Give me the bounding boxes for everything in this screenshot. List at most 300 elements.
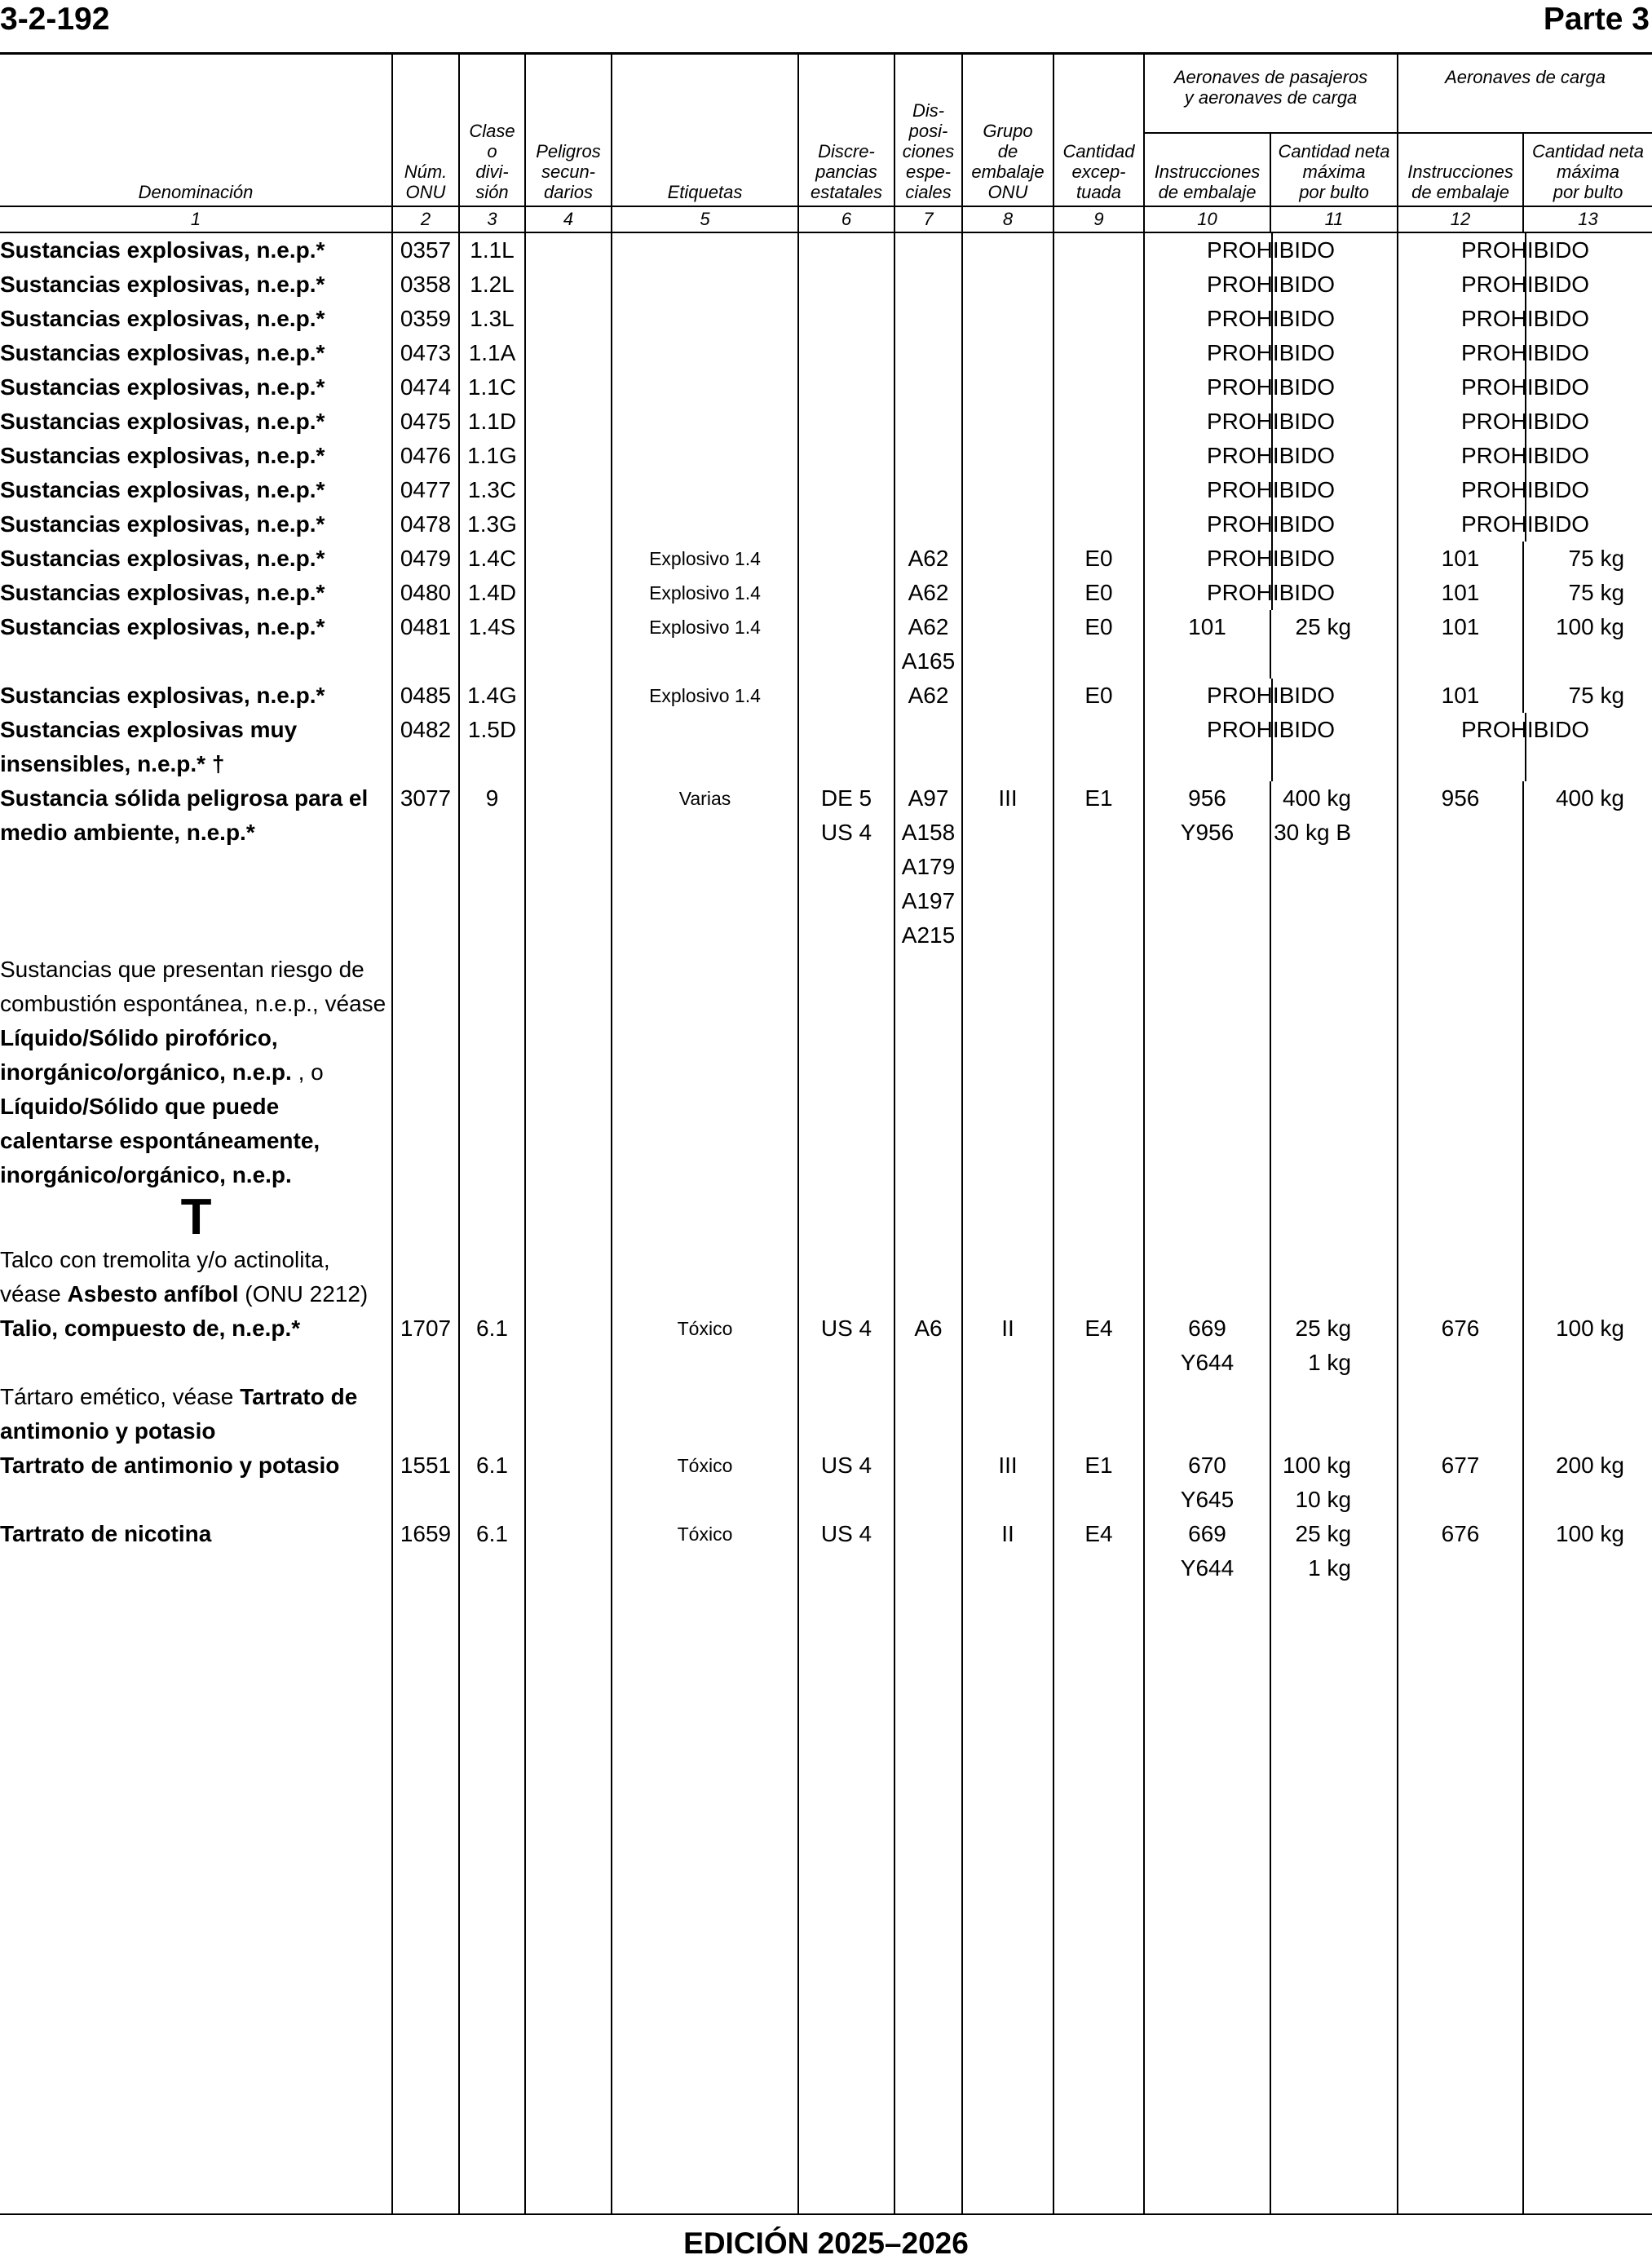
class-division: 1.1C bbox=[459, 370, 525, 405]
un-number: 3077 bbox=[392, 781, 459, 953]
header-line: por bulto bbox=[1299, 182, 1369, 202]
empty-cell bbox=[612, 1192, 798, 1243]
table-row bbox=[0, 439, 1652, 473]
special-provision-line: A6 bbox=[914, 1316, 943, 1341]
column-number-row bbox=[0, 206, 1652, 232]
excepted-quantity bbox=[1053, 713, 1144, 781]
special-provision-line: A62 bbox=[908, 614, 949, 639]
dangerous-goods-table bbox=[0, 54, 1652, 2213]
cross-reference: Asbesto anfíbol bbox=[67, 1281, 239, 1307]
packing-group bbox=[962, 336, 1053, 370]
column-divider bbox=[1271, 473, 1273, 507]
empty-cell bbox=[1398, 1243, 1523, 1311]
header-line: pancias bbox=[815, 161, 877, 182]
table-row bbox=[0, 542, 1652, 576]
empty-cell bbox=[1144, 1585, 1270, 2213]
empty-cell bbox=[459, 1380, 525, 1448]
packing-group bbox=[962, 370, 1053, 405]
column-number: 1 bbox=[0, 206, 392, 232]
empty-cell bbox=[392, 1192, 459, 1243]
empty-cell bbox=[459, 1243, 525, 1311]
cargo-prohibited bbox=[1398, 268, 1652, 302]
prohibited-text: PROHIBIDO bbox=[1206, 374, 1336, 400]
header-line: máxima bbox=[1557, 161, 1620, 182]
prohibited-text: PROHIBIDO bbox=[1460, 443, 1590, 468]
header-line: Dis- bbox=[912, 100, 945, 121]
section-letter-row bbox=[0, 1192, 1652, 1243]
empty-cell bbox=[392, 1585, 459, 2213]
column-divider bbox=[1525, 302, 1526, 336]
state-variation bbox=[798, 405, 894, 439]
un-number: 0480 bbox=[392, 576, 459, 610]
packing-group bbox=[962, 268, 1053, 302]
un-number: 0482 bbox=[392, 713, 459, 781]
excepted-quantity bbox=[1053, 336, 1144, 370]
un-number: 0477 bbox=[392, 473, 459, 507]
un-number: 0474 bbox=[392, 370, 459, 405]
cross-reference: Líquido/Sólido que puede calentarse espontáneamente, inorgánico/orgánico, n.e.p. bbox=[0, 1094, 320, 1187]
pass-quantity-line: 400 kg bbox=[1282, 785, 1352, 811]
special-provision bbox=[894, 781, 962, 953]
special-provision-line: A62 bbox=[908, 580, 949, 605]
pass-packing-instruction bbox=[1144, 1311, 1270, 1380]
un-number: 0481 bbox=[392, 610, 459, 679]
hazard-label bbox=[612, 336, 798, 370]
packing-group bbox=[962, 542, 1053, 576]
table-row bbox=[0, 473, 1652, 507]
class-division: 1.2L bbox=[459, 268, 525, 302]
header-line: embalaje bbox=[971, 161, 1045, 182]
empty-cell bbox=[1053, 1380, 1144, 1448]
note-text: Tártaro emético, véase Tartrato de antimonio y potasio bbox=[0, 1384, 358, 1444]
passenger-prohibited bbox=[1144, 336, 1398, 370]
cargo-prohibited bbox=[1398, 713, 1652, 781]
excepted-quantity bbox=[1053, 405, 1144, 439]
hazard-label: Tóxico bbox=[612, 1311, 798, 1380]
subsidiary-hazard bbox=[525, 1517, 612, 1585]
class-division: 1.1L bbox=[459, 232, 525, 268]
pass-packing-line: Y645 bbox=[1180, 1487, 1235, 1512]
hazard-label: Explosivo 1.4 bbox=[612, 610, 798, 679]
empty-cell bbox=[798, 1585, 894, 2213]
pass-packing-line: Y956 bbox=[1180, 820, 1235, 845]
column-divider bbox=[1525, 268, 1526, 302]
subsidiary-hazard bbox=[525, 439, 612, 473]
special-provision bbox=[894, 232, 962, 268]
state-variation bbox=[798, 1448, 894, 1517]
special-provision bbox=[894, 1517, 962, 1585]
packing-group bbox=[962, 713, 1053, 781]
cargo-max-quantity: 75 kg bbox=[1523, 576, 1652, 610]
special-provision bbox=[894, 576, 962, 610]
bottom-rule bbox=[0, 2213, 1652, 2215]
state-variation bbox=[798, 232, 894, 268]
packing-group bbox=[962, 473, 1053, 507]
pass-packing-line: Y644 bbox=[1180, 1555, 1235, 1581]
header-line: excep- bbox=[1071, 161, 1126, 182]
page-number: 3-2-192 bbox=[0, 2, 110, 37]
hazard-label: Varias bbox=[612, 781, 798, 953]
subsidiary-hazard bbox=[525, 542, 612, 576]
empty-cell bbox=[1144, 1243, 1270, 1311]
packing-group bbox=[962, 679, 1053, 713]
pass-quantity-line: 25 kg bbox=[1295, 614, 1352, 639]
column-number: 11 bbox=[1270, 206, 1398, 232]
header-line: Instrucciones bbox=[1407, 161, 1513, 182]
un-number: 0359 bbox=[392, 302, 459, 336]
entry-name: Sustancias explosivas, n.e.p.* bbox=[0, 477, 325, 502]
excepted-quantity bbox=[1053, 439, 1144, 473]
cargo-max-quantity: 75 kg bbox=[1523, 679, 1652, 713]
entry-name: Sustancias explosivas, n.e.p.* bbox=[0, 237, 325, 263]
pass-quantity-line: 25 kg bbox=[1295, 1521, 1352, 1546]
special-provision-line: A179 bbox=[901, 854, 956, 879]
subsidiary-hazard bbox=[525, 336, 612, 370]
header-line: secun- bbox=[541, 161, 596, 182]
empty-cell bbox=[894, 1243, 962, 1311]
header-line: tuada bbox=[1076, 182, 1122, 202]
hazard-label bbox=[612, 302, 798, 336]
pass-packing-line: 101 bbox=[1188, 614, 1226, 639]
un-number: 0473 bbox=[392, 336, 459, 370]
prohibited-text: PROHIBIDO bbox=[1460, 511, 1590, 537]
column-number: 3 bbox=[459, 206, 525, 232]
class-division: 1.4G bbox=[459, 679, 525, 713]
packing-group bbox=[962, 576, 1053, 610]
special-provision bbox=[894, 610, 962, 679]
un-number: 0479 bbox=[392, 542, 459, 576]
un-number: 0476 bbox=[392, 439, 459, 473]
header-line: Cantidad neta bbox=[1532, 141, 1645, 161]
passenger-prohibited bbox=[1144, 473, 1398, 507]
empty-cell bbox=[459, 1585, 525, 2213]
empty-cell bbox=[962, 1192, 1053, 1243]
passenger-prohibited bbox=[1144, 507, 1398, 542]
prohibited-text: PROHIBIDO bbox=[1460, 717, 1590, 742]
column-divider bbox=[1271, 336, 1273, 370]
table-row bbox=[0, 713, 1652, 781]
state-variation bbox=[798, 713, 894, 781]
empty-cell bbox=[392, 1380, 459, 1448]
packing-group bbox=[962, 439, 1053, 473]
empty-cell bbox=[525, 1192, 612, 1243]
column-divider bbox=[1271, 713, 1273, 781]
column-divider bbox=[1271, 576, 1273, 610]
column-number: 5 bbox=[612, 206, 798, 232]
column-divider bbox=[1271, 302, 1273, 336]
special-provision bbox=[894, 1311, 962, 1380]
cargo-max-quantity: 400 kg bbox=[1523, 781, 1652, 953]
excepted-quantity: E0 bbox=[1053, 542, 1144, 576]
header-line: posi- bbox=[908, 121, 948, 141]
cargo-max-quantity: 100 kg bbox=[1523, 1311, 1652, 1380]
prohibited-text: PROHIBIDO bbox=[1460, 237, 1590, 263]
table-body bbox=[0, 232, 1652, 2213]
column-divider bbox=[1525, 233, 1526, 268]
header-packing-group bbox=[962, 54, 1053, 206]
empty-cell bbox=[1270, 953, 1398, 1192]
state-variation-line: US 4 bbox=[820, 1521, 872, 1546]
prohibited-text: PROHIBIDO bbox=[1460, 374, 1590, 400]
column-number: 13 bbox=[1523, 206, 1652, 232]
un-number: 1551 bbox=[392, 1448, 459, 1517]
state-variation-line: US 4 bbox=[820, 820, 872, 845]
pass-packing-line: Y644 bbox=[1180, 1350, 1235, 1375]
pass-max-quantity bbox=[1270, 1448, 1398, 1517]
header-line: Núm. bbox=[404, 161, 448, 182]
pass-quantity-line: 10 kg bbox=[1295, 1487, 1352, 1512]
table-row bbox=[0, 405, 1652, 439]
subsidiary-hazard bbox=[525, 576, 612, 610]
column-divider bbox=[1271, 439, 1273, 473]
entry-name: Talio, compuesto de, n.e.p.* bbox=[0, 1316, 301, 1341]
header-line: ONU bbox=[987, 182, 1028, 202]
entry-name: Sustancias explosivas, n.e.p.* bbox=[0, 580, 325, 605]
empty-cell bbox=[459, 1192, 525, 1243]
empty-cell bbox=[1398, 1380, 1523, 1448]
pass-quantity-line: 30 kg B bbox=[1274, 820, 1352, 845]
header-pass-packing-instructions bbox=[1144, 133, 1270, 206]
state-variation bbox=[798, 507, 894, 542]
header-line: Discre- bbox=[818, 141, 875, 161]
table-row bbox=[0, 268, 1652, 302]
empty-cell bbox=[612, 953, 798, 1192]
pass-packing-line: 956 bbox=[1188, 785, 1226, 811]
special-provision-line: A158 bbox=[901, 820, 956, 845]
passenger-prohibited bbox=[1144, 232, 1398, 268]
class-division: 1.5D bbox=[459, 713, 525, 781]
entry-name: Sustancia sólida peligrosa para el medio ambiente, n.e.p.* bbox=[0, 785, 369, 845]
empty-cell bbox=[894, 1380, 962, 1448]
class-division: 1.1G bbox=[459, 439, 525, 473]
special-provision bbox=[894, 268, 962, 302]
cargo-prohibited bbox=[1398, 302, 1652, 336]
excepted-quantity bbox=[1053, 268, 1144, 302]
cargo-prohibited bbox=[1398, 232, 1652, 268]
special-provision-line: A62 bbox=[908, 683, 949, 708]
excepted-quantity bbox=[1053, 232, 1144, 268]
header-line: divi- bbox=[475, 161, 509, 182]
header-line: máxima bbox=[1302, 161, 1366, 182]
empty-cell bbox=[1523, 1585, 1652, 2213]
prohibited-text: PROHIBIDO bbox=[1206, 717, 1336, 742]
column-number: 9 bbox=[1053, 206, 1144, 232]
un-number: 1707 bbox=[392, 1311, 459, 1380]
cargo-packing-instruction: 101 bbox=[1398, 679, 1523, 713]
column-number: 10 bbox=[1144, 206, 1270, 232]
header-denominacion: Denominación bbox=[138, 182, 254, 202]
cross-reference: Tartrato de antimonio y potasio bbox=[0, 1384, 358, 1444]
header-class bbox=[459, 54, 525, 206]
table-row bbox=[0, 1448, 1652, 1517]
header-subsidiary-hazards bbox=[525, 54, 612, 206]
table-row bbox=[0, 507, 1652, 542]
column-number: 7 bbox=[894, 206, 962, 232]
column-divider bbox=[1271, 370, 1273, 405]
empty-cell bbox=[1398, 953, 1523, 1192]
pass-packing-instruction bbox=[1144, 781, 1270, 953]
entry-name: Sustancias explosivas, n.e.p.* bbox=[0, 306, 325, 331]
empty-cell bbox=[894, 1585, 962, 2213]
note-text: Talco con tremolita y/o actinolita, véase Asbesto anfíbol (ONU 2212) bbox=[0, 1247, 369, 1307]
excepted-quantity: E0 bbox=[1053, 610, 1144, 679]
empty-cell bbox=[525, 1243, 612, 1311]
special-provision bbox=[894, 302, 962, 336]
prohibited-text: PROHIBIDO bbox=[1206, 409, 1336, 434]
header-line: Aeronaves de pasajeros bbox=[1173, 67, 1368, 87]
header-line: ciones bbox=[902, 141, 955, 161]
column-number: 2 bbox=[392, 206, 459, 232]
empty-cell bbox=[612, 1243, 798, 1311]
class-division: 1.1A bbox=[459, 336, 525, 370]
see-also-talc bbox=[0, 1243, 1652, 1311]
subsidiary-hazard bbox=[525, 370, 612, 405]
header-line: Peligros bbox=[536, 141, 601, 161]
prohibited-text: PROHIBIDO bbox=[1206, 477, 1336, 502]
column-divider bbox=[1271, 542, 1273, 576]
entry-name: Sustancias explosivas, n.e.p.* bbox=[0, 272, 325, 297]
column-divider bbox=[1525, 405, 1526, 439]
table-row bbox=[0, 781, 1652, 953]
entry-name: Sustancias explosivas, n.e.p.* bbox=[0, 614, 325, 639]
class-division: 1.1D bbox=[459, 405, 525, 439]
state-variation bbox=[798, 542, 894, 576]
subsidiary-hazard bbox=[525, 232, 612, 268]
passenger-prohibited bbox=[1144, 370, 1398, 405]
packing-group: II bbox=[962, 1517, 1053, 1585]
special-provision-line: A97 bbox=[908, 785, 949, 811]
table-row bbox=[0, 1517, 1652, 1585]
entry-name: Sustancias explosivas, n.e.p.* bbox=[0, 340, 325, 365]
hazard-label: Tóxico bbox=[612, 1448, 798, 1517]
excepted-quantity: E4 bbox=[1053, 1311, 1144, 1380]
column-divider bbox=[1271, 679, 1273, 713]
table-row bbox=[0, 1311, 1652, 1380]
table-row bbox=[0, 232, 1652, 268]
class-division: 9 bbox=[459, 781, 525, 953]
special-provision-line: A197 bbox=[901, 888, 956, 913]
cargo-prohibited bbox=[1398, 336, 1652, 370]
header-labels: Etiquetas bbox=[612, 54, 798, 206]
empty-cell bbox=[1523, 1380, 1652, 1448]
empty-cell bbox=[525, 1380, 612, 1448]
empty-cell bbox=[1523, 953, 1652, 1192]
packing-group bbox=[962, 232, 1053, 268]
empty-cell bbox=[1270, 1380, 1398, 1448]
entry-name: Sustancias explosivas, n.e.p.* bbox=[0, 683, 325, 708]
packing-group bbox=[962, 507, 1053, 542]
cargo-max-quantity: 75 kg bbox=[1523, 542, 1652, 576]
column-number: 12 bbox=[1398, 206, 1523, 232]
passenger-prohibited bbox=[1144, 542, 1398, 576]
state-variation-line: US 4 bbox=[820, 1453, 872, 1478]
note-text bbox=[0, 1189, 392, 1245]
pass-packing-instruction bbox=[1144, 610, 1270, 679]
passenger-prohibited bbox=[1144, 576, 1398, 610]
column-divider bbox=[1525, 336, 1526, 370]
cargo-max-quantity: 200 kg bbox=[1523, 1448, 1652, 1517]
entry-name: Sustancias explosivas, n.e.p.* bbox=[0, 443, 325, 468]
empty-cell bbox=[894, 953, 962, 1192]
header-excepted-quantity bbox=[1053, 54, 1144, 206]
subsidiary-hazard bbox=[525, 713, 612, 781]
empty-cell bbox=[1144, 953, 1270, 1192]
header-line: darios bbox=[544, 182, 593, 202]
state-variation bbox=[798, 268, 894, 302]
hazard-label bbox=[612, 473, 798, 507]
hazard-label bbox=[612, 370, 798, 405]
state-variation bbox=[798, 370, 894, 405]
section-letter: T bbox=[180, 1189, 212, 1245]
excepted-quantity: E0 bbox=[1053, 576, 1144, 610]
table-row bbox=[0, 370, 1652, 405]
class-division: 6.1 bbox=[459, 1517, 525, 1585]
entry-name: Sustancias explosivas, n.e.p.* bbox=[0, 374, 325, 400]
empty-cell bbox=[459, 953, 525, 1192]
header-line: de bbox=[997, 141, 1018, 161]
header-line: Cantidad bbox=[1062, 141, 1135, 161]
subsidiary-hazard bbox=[525, 405, 612, 439]
header-line: por bulto bbox=[1553, 182, 1623, 202]
empty-cell bbox=[798, 1243, 894, 1311]
cargo-prohibited bbox=[1398, 370, 1652, 405]
empty-cell bbox=[1053, 1585, 1144, 2213]
pass-packing-line: 669 bbox=[1188, 1316, 1226, 1341]
class-division: 1.3C bbox=[459, 473, 525, 507]
packing-group: III bbox=[962, 781, 1053, 953]
header-line: o bbox=[487, 141, 497, 161]
cargo-packing-instruction: 676 bbox=[1398, 1517, 1523, 1585]
packing-group bbox=[962, 302, 1053, 336]
header-line: de embalaje bbox=[1158, 182, 1257, 202]
header-line: ciales bbox=[905, 182, 952, 202]
state-variation bbox=[798, 473, 894, 507]
header-line: sión bbox=[475, 182, 509, 202]
special-provision bbox=[894, 542, 962, 576]
passenger-prohibited bbox=[1144, 439, 1398, 473]
hazard-label: Explosivo 1.4 bbox=[612, 679, 798, 713]
hazard-label bbox=[612, 507, 798, 542]
header-line: Instrucciones bbox=[1154, 161, 1261, 182]
state-variation bbox=[798, 610, 894, 679]
empty-cell bbox=[1053, 1192, 1144, 1243]
un-number: 0358 bbox=[392, 268, 459, 302]
prohibited-text: PROHIBIDO bbox=[1460, 409, 1590, 434]
cargo-max-quantity: 100 kg bbox=[1523, 610, 1652, 679]
hazard-label bbox=[612, 439, 798, 473]
header-special-provisions bbox=[894, 54, 962, 206]
table-row bbox=[0, 302, 1652, 336]
column-number: 4 bbox=[525, 206, 612, 232]
subsidiary-hazard bbox=[525, 268, 612, 302]
state-variation bbox=[798, 1517, 894, 1585]
hazard-label bbox=[612, 232, 798, 268]
cargo-max-quantity: 100 kg bbox=[1523, 1517, 1652, 1585]
prohibited-text: PROHIBIDO bbox=[1460, 272, 1590, 297]
hazard-label bbox=[612, 405, 798, 439]
table-row bbox=[0, 679, 1652, 713]
empty-cell bbox=[798, 1192, 894, 1243]
subsidiary-hazard bbox=[525, 473, 612, 507]
empty-cell bbox=[612, 1380, 798, 1448]
cargo-packing-instruction: 677 bbox=[1398, 1448, 1523, 1517]
excepted-quantity: E1 bbox=[1053, 781, 1144, 953]
entry-name: Tartrato de nicotina bbox=[0, 1521, 212, 1546]
passenger-prohibited bbox=[1144, 405, 1398, 439]
passenger-prohibited bbox=[1144, 302, 1398, 336]
cargo-prohibited bbox=[1398, 439, 1652, 473]
state-variation bbox=[798, 439, 894, 473]
